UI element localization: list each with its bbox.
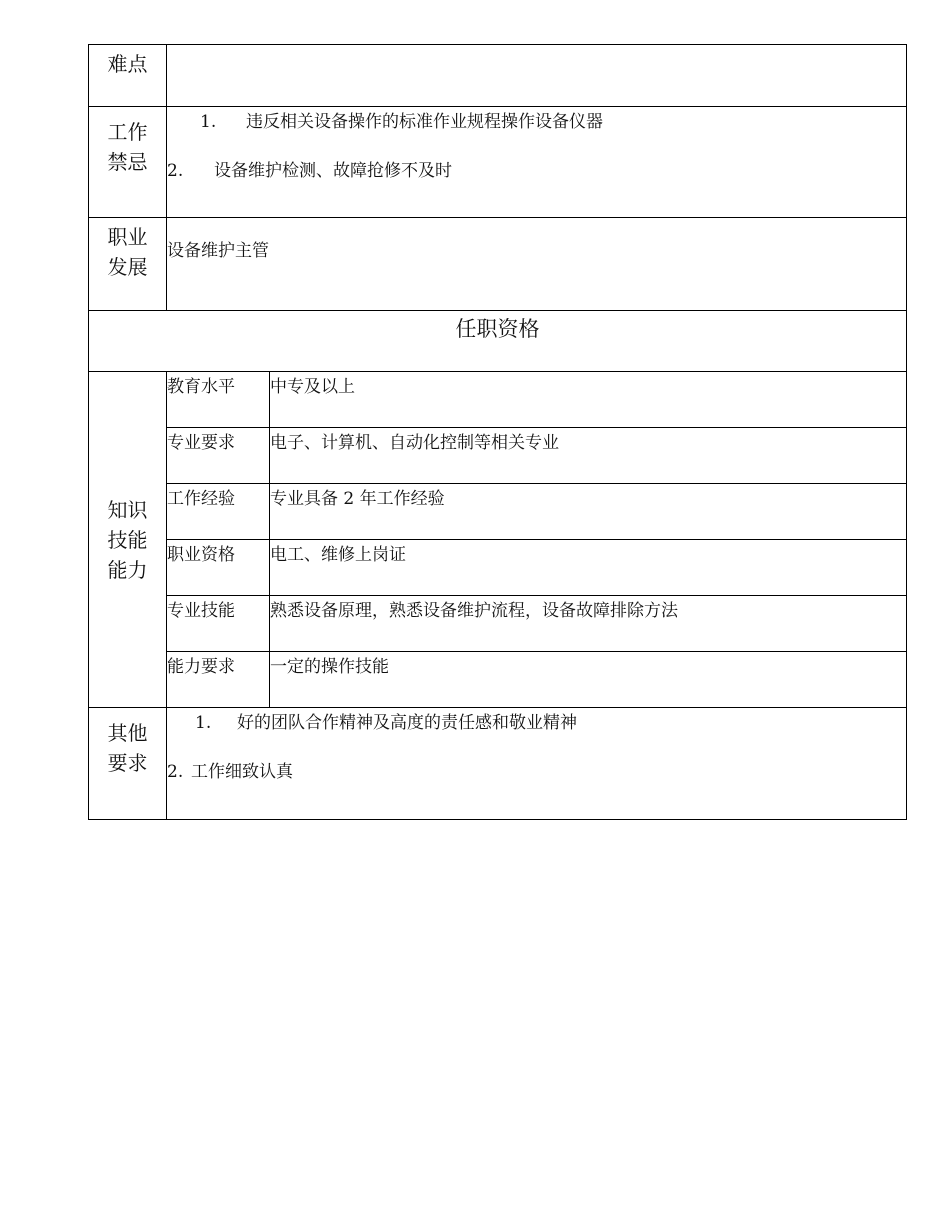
knowledge-row — [89, 372, 907, 708]
other-label — [89, 708, 167, 820]
other-content — [167, 708, 907, 820]
detail-value: 中专及以上 — [270, 372, 907, 428]
knowledge-detail-row — [167, 596, 906, 652]
qualification-row — [89, 311, 907, 372]
other-item-2 — [167, 761, 906, 783]
detail-value: 电子、计算机、自动化控制等相关专业 — [270, 428, 907, 484]
other-item-1 — [167, 712, 906, 734]
taboo-row — [89, 107, 907, 218]
taboo-item-1-text: 违反相关设备操作的标准作业规程操作设备仪器 — [246, 112, 603, 132]
detail-key: 专业技能 — [167, 596, 270, 652]
detail-key: 职业资格 — [167, 540, 270, 596]
taboo-content — [167, 107, 907, 218]
difficulty-row — [89, 45, 907, 107]
difficulty-label-text: 难点 — [107, 52, 148, 76]
detail-value: 熟悉设备原理，熟悉设备维护流程，设备故障排除方法 — [270, 596, 907, 652]
qualification-title: 任职资格 — [89, 311, 907, 372]
detail-key: 能力要求 — [167, 652, 270, 708]
detail-key: 教育水平 — [167, 372, 270, 428]
detail-key: 工作经验 — [167, 484, 270, 540]
knowledge-table — [167, 372, 906, 707]
career-label — [89, 218, 167, 311]
job-description-table — [88, 44, 907, 820]
detail-value: 专业具备 2 年工作经验 — [270, 484, 907, 540]
taboo-item-2 — [167, 160, 906, 182]
other-row — [89, 708, 907, 820]
difficulty-label — [89, 45, 167, 107]
career-content — [167, 218, 907, 311]
taboo-label-line2: 禁忌 — [107, 150, 148, 174]
detail-value: 电工、维修上岗证 — [270, 540, 907, 596]
career-label-line1: 职业 — [107, 225, 148, 249]
other-item-1-text: 好的团队合作精神及高度的责任感和敬业精神 — [237, 713, 577, 733]
knowledge-label-line1: 知识 — [107, 497, 148, 522]
knowledge-detail-row — [167, 428, 906, 484]
career-label-line2: 发展 — [107, 255, 148, 279]
knowledge-label-line2: 技能 — [107, 527, 148, 552]
taboo-item-1 — [167, 111, 906, 133]
detail-value: 一定的操作技能 — [270, 652, 907, 708]
career-text: 设备维护主管 — [167, 241, 269, 261]
other-label-line1: 其他 — [107, 721, 148, 745]
taboo-item-2-text: 设备维护检测、故障抢修不及时 — [214, 161, 452, 181]
other-item-1-num: 1. — [195, 713, 212, 733]
taboo-item-2-num: 2. — [167, 161, 184, 181]
detail-key: 专业要求 — [167, 428, 270, 484]
knowledge-detail-row — [167, 540, 906, 596]
difficulty-content — [167, 45, 907, 107]
other-label-line2: 要求 — [107, 751, 148, 775]
taboo-item-1-num: 1. — [200, 112, 217, 132]
other-item-2-num: 2. — [167, 762, 184, 782]
taboo-label-line1: 工作 — [107, 120, 148, 144]
other-item-2-text: 工作细致认真 — [191, 762, 293, 782]
knowledge-details — [167, 372, 907, 708]
knowledge-detail-row — [167, 484, 906, 540]
career-row — [89, 218, 907, 311]
taboo-label — [89, 107, 167, 218]
knowledge-label-line3: 能力 — [107, 557, 148, 582]
knowledge-detail-row — [167, 652, 906, 708]
knowledge-detail-row — [167, 372, 906, 428]
knowledge-label — [89, 372, 167, 708]
